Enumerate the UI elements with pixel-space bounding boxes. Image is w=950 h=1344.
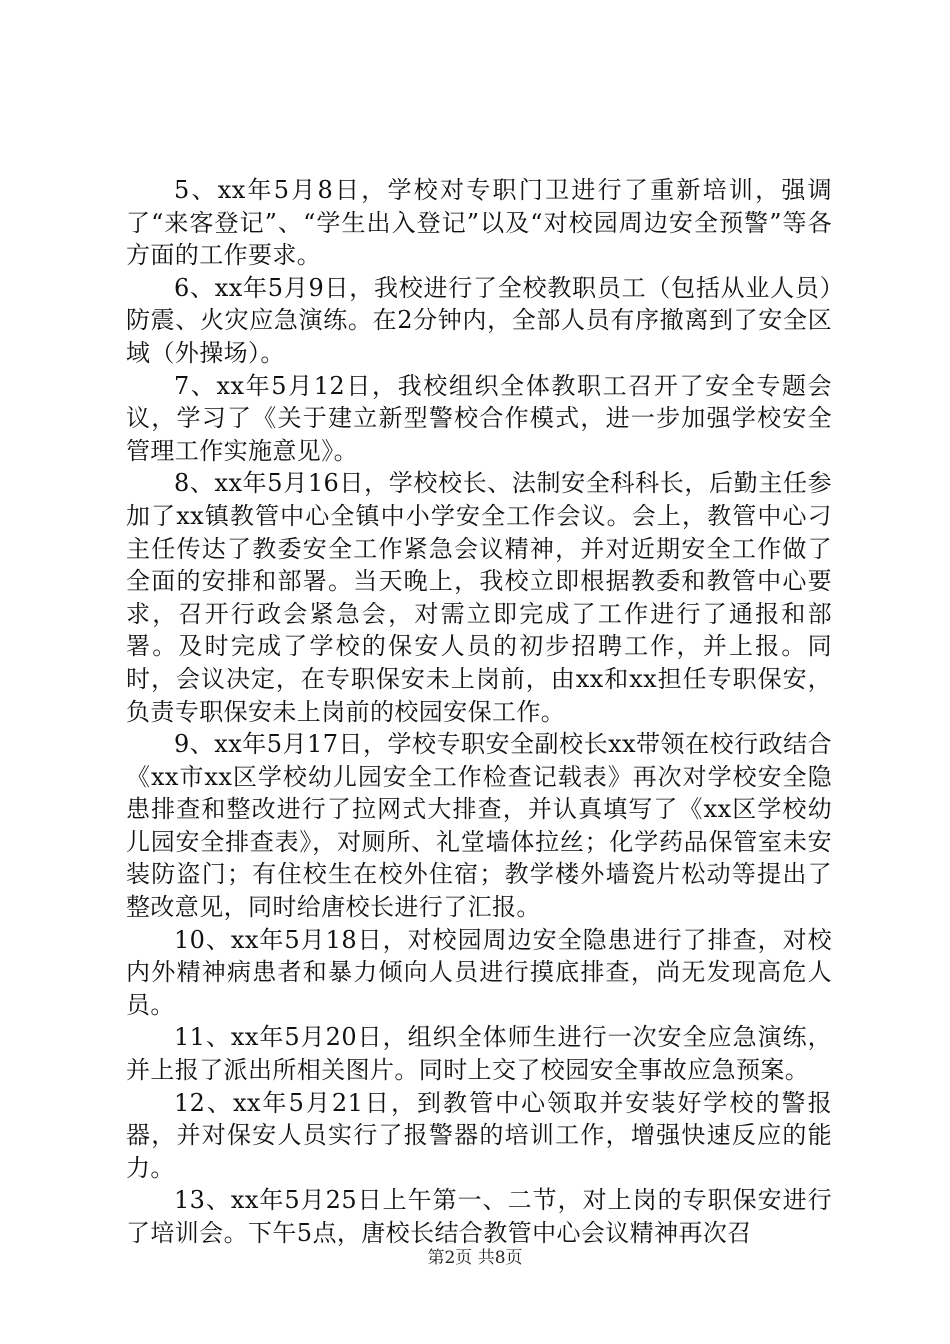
- paragraph-8: 8、xx年5月16日，学校校长、法制安全科科长，后勤主任参加了xx镇教管中心全镇中小学安全工作会议。会上，教管中心刁主任传达了教委安全工作紧急会议精神，并对近期安全工作做了全面的安排和部署。当天晚上，我校立即根据教委和教管中心要求，召开行政会紧急会，对需立即完成了工作进行了通报和部署。及时完成了学校的保安人员的初步招聘工作，并上报。同时，会议决定，在专职保安未上岗前，由xx和xx担任专职保安，负责专职保安未上岗前的校园安保工作。: [126, 469, 832, 726]
- paragraph-10: 10、xx年5月18日，对校园周边安全隐患进行了排查，对校内外精神病患者和暴力倾向人员进行摸底排查，尚无发现高危人员。: [126, 925, 832, 1019]
- paragraph-13: 13、xx年5月25日上午第一、二节，对上岗的专职保安进行了培训会。下午5点，唐校长结合教管中心会议精神再次召: [126, 1186, 832, 1247]
- document-body: [126, 174, 832, 1250]
- paragraph-12: 12、xx年5月21日，到教管中心领取并安装好学校的警报器，并对保安人员实行了报警器的培训工作，增强快速反应的能力。: [126, 1088, 832, 1182]
- paragraph-9: 9、xx年5月17日，学校专职安全副校长xx带领在校行政结合《xx市xx区学校幼儿园安全工作检查记载表》再次对学校安全隐患排查和整改进行了拉网式大排查，并认真填写了《xx区学校幼儿园安全排查表》，对厕所、礼堂墙体拉丝；化学药品保管室未安装防盗门；有住校生在校外住宿；教学楼外墙瓷片松动等提出了整改意见，同时给唐校长进行了汇报。: [126, 730, 832, 922]
- paragraph-7: 7、xx年5月12日，我校组织全体教职工召开了安全专题会议，学习了《关于建立新型警校合作模式，进一步加强学校安全管理工作实施意见》。: [126, 371, 832, 465]
- page-number-footer: 第2页 共8页: [427, 1248, 523, 1268]
- paragraph-5: 5、xx年5月8日，学校对专职门卫进行了重新培训，强调了“来客登记”、“学生出入登记”以及“对校园周边安全预警”等各方面的工作要求。: [126, 176, 832, 270]
- paragraph-6: 6、xx年5月9日，我校进行了全校教职员工（包括从业人员）防震、火灾应急演练。在2分钟内，全部人员有序撤离到了安全区域（外操场）。: [126, 273, 832, 367]
- paragraph-11: 11、xx年5月20日，组织全体师生进行一次安全应急演练，并上报了派出所相关图片。同时上交了校园安全事故应急预案。: [126, 1023, 832, 1085]
